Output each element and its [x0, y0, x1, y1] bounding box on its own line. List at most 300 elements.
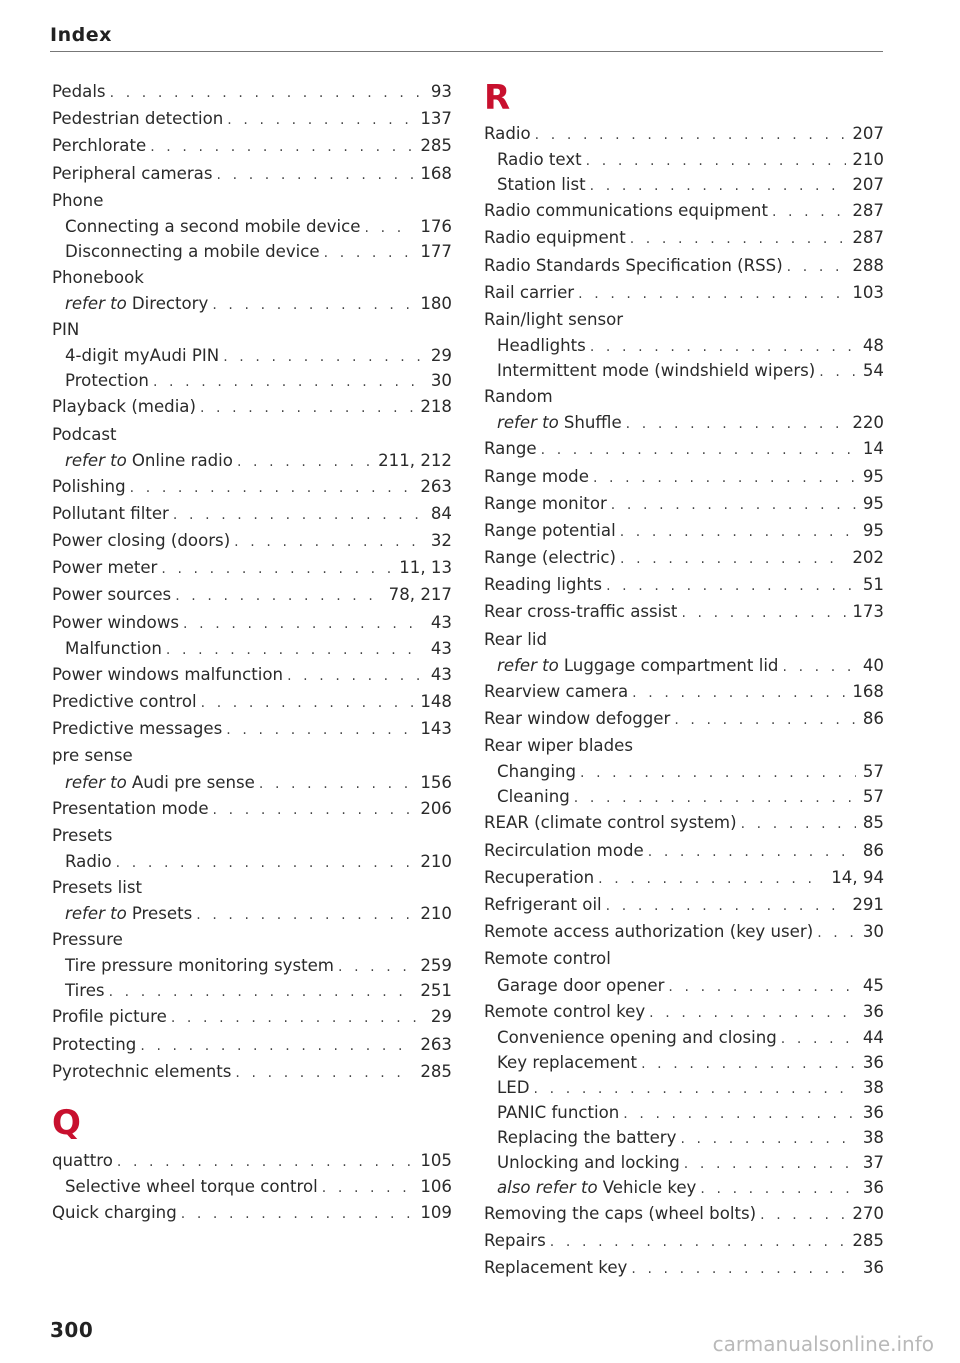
index-entry [484, 1200, 884, 1227]
page-reference: 14, 94 [831, 867, 884, 887]
section-letter: R [484, 78, 511, 118]
page-reference: 287 [852, 201, 884, 221]
page-reference: 37 [862, 1152, 884, 1172]
page-reference: 210 [420, 904, 452, 924]
index-subentry [484, 1175, 884, 1200]
index-entry [52, 316, 452, 343]
page-reference: 57 [862, 762, 884, 782]
entry-term [484, 224, 626, 251]
dot-leader [626, 412, 847, 437]
entry-term [484, 517, 616, 544]
index-entry [484, 864, 884, 891]
entry-text: Replacement key [484, 1258, 628, 1278]
dot-leader [153, 370, 424, 395]
entry-text: PIN [52, 320, 80, 340]
page-reference: 48 [862, 336, 884, 356]
entry-term [52, 1199, 177, 1226]
page-reference: 143 [420, 719, 452, 739]
dot-leader [760, 1202, 846, 1229]
index-entry [484, 1254, 884, 1281]
dot-leader [181, 1201, 415, 1228]
cross-reference-label: refer to [497, 413, 559, 433]
entry-term [52, 715, 222, 742]
entry-text: Rear lid [484, 629, 548, 649]
entry-term [484, 463, 589, 490]
dot-leader [259, 772, 414, 797]
entry-text: Remote control key [484, 1001, 646, 1021]
page-reference: 29 [430, 346, 452, 366]
index-subentry [484, 1150, 884, 1175]
entry-text: Remote access authorization (key user) [484, 922, 814, 942]
page-reference: 84 [430, 503, 452, 523]
entry-text: Headlights [497, 336, 586, 356]
dot-leader [201, 690, 415, 717]
entry-text: Protection [65, 371, 149, 391]
dot-leader [684, 1152, 856, 1177]
entry-term [52, 554, 157, 581]
page-reference: 36 [862, 1102, 884, 1122]
entry-term [52, 1031, 136, 1058]
entry-term [52, 473, 126, 500]
page-reference: 11, 13 [399, 558, 452, 578]
page-reference: 44 [862, 1027, 884, 1047]
entry-text: Pyrotechnic elements [52, 1061, 232, 1081]
index-entry [484, 544, 884, 571]
dot-leader [611, 492, 856, 519]
dot-leader [166, 638, 424, 663]
index-entry [52, 187, 452, 214]
dot-leader [631, 1256, 856, 1283]
page-reference: 211, 212 [378, 450, 452, 470]
entry-text: Tire pressure monitoring system [65, 956, 334, 976]
index-column-left [52, 78, 452, 1226]
dot-leader [161, 556, 393, 583]
entry-term [52, 187, 103, 214]
index-entry [484, 517, 884, 544]
index-entry [52, 264, 452, 291]
cross-reference-label: refer to [65, 904, 127, 924]
index-subentry [484, 1075, 884, 1100]
page-reference: 218 [420, 397, 452, 417]
entry-term [497, 358, 815, 383]
dot-leader [574, 786, 856, 811]
entry-term [497, 1025, 777, 1050]
dot-leader [668, 975, 856, 1000]
entry-text: Rear window defogger [484, 709, 671, 728]
entry-term [484, 544, 616, 571]
entry-term [52, 795, 209, 822]
entry-text: Pressure [52, 930, 123, 950]
index-subentry [484, 333, 884, 358]
entry-text: Malfunction [65, 638, 162, 658]
dot-leader [171, 1005, 424, 1032]
entry-text: Rear cross-traffic assist [484, 602, 678, 622]
page-reference: 93 [430, 82, 452, 101]
entry-text: Profile picture [52, 1007, 167, 1027]
page-reference: 105 [420, 1150, 452, 1170]
page-reference: 210 [852, 150, 884, 170]
page-reference: 285 [420, 136, 452, 156]
page-reference: 291 [852, 894, 884, 914]
page-reference: 220 [852, 413, 884, 433]
entry-text: Perchlorate [52, 136, 147, 156]
entry-term [52, 926, 123, 953]
dot-leader [217, 162, 415, 189]
entry-text: Predictive messages [52, 719, 223, 739]
dot-leader [649, 1000, 856, 1027]
entry-term [52, 822, 112, 849]
entry-text: Presentation mode [52, 798, 209, 818]
page-reference: 40 [862, 655, 884, 675]
entry-term [65, 214, 361, 239]
dot-leader [580, 761, 856, 786]
index-subentry [484, 973, 884, 998]
page-reference: 36 [862, 1258, 884, 1278]
dot-leader [598, 866, 825, 893]
index-subentry [484, 1125, 884, 1150]
page-reference: 202 [852, 548, 884, 568]
index-entry [52, 874, 452, 901]
page-reference: 32 [430, 531, 452, 551]
index-subentry [52, 343, 452, 368]
index-entry [52, 1199, 452, 1226]
entry-text: Selective wheel torque control [65, 1177, 318, 1197]
index-subentry [484, 410, 884, 435]
index-subentry [484, 172, 884, 197]
entry-text: Disconnecting a mobile device [65, 241, 320, 261]
entry-text: Radio [484, 124, 531, 143]
entry-term [52, 160, 213, 187]
cross-reference-label: also refer to [497, 1177, 598, 1197]
entry-term [497, 1125, 676, 1150]
entry-text: Radio Standards Specification (RSS) [484, 255, 783, 275]
entry-text: Range [484, 439, 537, 459]
entry-text: Rear wiper blades [484, 736, 633, 756]
dot-leader [606, 893, 847, 920]
index-entry [484, 626, 884, 653]
entry-term [52, 874, 142, 901]
dot-leader [117, 1149, 414, 1176]
entry-text: Rain/light sensor [484, 309, 624, 329]
entry-text: Vehicle key [602, 1177, 697, 1197]
entry-term [484, 1254, 627, 1281]
index-subentry [484, 1050, 884, 1075]
entry-text: Reading lights [484, 575, 603, 595]
page-reference: 54 [862, 361, 884, 381]
entry-text: Random [484, 387, 553, 407]
entry-text: Replacing the battery [497, 1127, 677, 1147]
entry-term [52, 581, 171, 608]
page-reference: 43 [430, 638, 452, 658]
entry-term [65, 291, 208, 316]
entry-term [52, 316, 79, 343]
entry-text: Pollutant filter [52, 503, 169, 523]
page-reference: 173 [852, 602, 884, 622]
index-subentry [484, 358, 884, 383]
dot-leader [782, 655, 856, 680]
entry-term [484, 383, 553, 410]
index-subentry [52, 978, 452, 1003]
entry-term [484, 945, 611, 972]
dot-leader [772, 199, 846, 226]
page-reference: 137 [420, 109, 452, 129]
dot-leader [235, 1060, 414, 1087]
page-reference: 288 [852, 255, 884, 275]
entry-text: Garage door opener [497, 975, 665, 995]
page-reference: 95 [862, 466, 884, 486]
dot-leader [550, 1229, 847, 1256]
index-entry [52, 1147, 452, 1174]
entry-term [497, 759, 576, 784]
dot-leader [586, 149, 847, 174]
entry-text: Presets list [52, 877, 143, 897]
dot-leader [116, 851, 415, 876]
page-reference: 38 [862, 1077, 884, 1097]
dot-leader [226, 717, 414, 744]
dot-leader [674, 707, 856, 734]
page-reference: 14 [862, 439, 884, 459]
entry-text: Tires [65, 981, 105, 1001]
index-entry [484, 252, 884, 279]
page-reference: 36 [862, 1177, 884, 1197]
entry-text: Removing the caps (wheel bolts) [484, 1203, 757, 1223]
entry-text: Connecting a second mobile device [65, 216, 361, 236]
entry-term [484, 864, 594, 891]
entry-term [484, 120, 531, 147]
dot-leader [606, 573, 856, 600]
entry-text: Remote control [484, 949, 611, 969]
page-reference: 263 [420, 476, 452, 496]
index-entry [52, 609, 452, 636]
page-reference: 206 [420, 798, 452, 818]
entry-term [497, 410, 622, 435]
entry-text: Refrigerant oil [484, 894, 602, 914]
entry-text: Quick charging [52, 1203, 177, 1223]
entry-text: Polishing [52, 476, 126, 496]
entry-text: Key replacement [497, 1052, 638, 1072]
index-entry [52, 1031, 452, 1058]
entry-text: Podcast [52, 424, 117, 444]
index-subentry [484, 1025, 884, 1050]
index-subentry [52, 214, 452, 239]
entry-term [484, 732, 633, 759]
entry-term [65, 636, 162, 661]
entry-term [497, 784, 570, 809]
index-entry [52, 105, 452, 132]
index-entry [484, 678, 884, 705]
dot-leader [130, 475, 415, 502]
entry-term [497, 653, 778, 678]
entry-text: Online radio [131, 450, 233, 470]
index-subentry [52, 1174, 452, 1199]
index-entry [52, 742, 452, 769]
entry-text: Phonebook [52, 267, 144, 287]
dot-leader [630, 226, 847, 253]
page-reference: 177 [420, 241, 452, 261]
entry-term [497, 1050, 637, 1075]
index-entry [484, 732, 884, 759]
index-entry [484, 571, 884, 598]
page-reference: 51 [862, 575, 884, 595]
entry-text: PANIC function [497, 1102, 620, 1122]
section-letter: Q [52, 1102, 81, 1143]
index-subentry [484, 147, 884, 172]
page-reference: 30 [862, 922, 884, 942]
entry-term [52, 78, 106, 105]
entry-term [497, 1150, 680, 1175]
dot-leader [535, 122, 847, 149]
page-reference: 270 [852, 1203, 884, 1223]
entry-text: Power windows malfunction [52, 664, 284, 684]
entry-text: Repairs [484, 1230, 546, 1250]
entry-text: Range mode [484, 466, 589, 486]
index-subentry [52, 849, 452, 874]
index-entry [52, 1058, 452, 1085]
entry-text: Range potential [484, 520, 616, 540]
dot-leader [200, 395, 414, 422]
entry-text: Power meter [52, 558, 158, 578]
dot-leader [140, 1033, 414, 1060]
entry-term [52, 132, 146, 159]
index-entry [52, 527, 452, 554]
page-reference: 168 [852, 681, 884, 701]
entry-term [484, 252, 783, 279]
entry-term [484, 435, 537, 462]
entry-text: 4-digit myAudi PIN [65, 346, 220, 366]
dot-leader [212, 293, 414, 318]
index-entry [484, 1227, 884, 1254]
entry-term [65, 343, 219, 368]
dot-leader [632, 680, 846, 707]
entry-term [52, 421, 117, 448]
entry-term [65, 901, 192, 926]
page-reference: 43 [430, 612, 452, 632]
page-reference: 85 [862, 813, 884, 833]
entry-text: Radio equipment [484, 228, 626, 248]
page-reference: 180 [420, 294, 452, 314]
index-entry [484, 463, 884, 490]
page-reference: 285 [420, 1061, 452, 1081]
page-reference: 251 [420, 981, 452, 1001]
entry-text: Changing [497, 762, 576, 782]
cross-reference-label: refer to [497, 655, 559, 675]
entry-term [52, 1147, 113, 1174]
entry-text: Range (electric) [484, 548, 617, 568]
page-reference: 43 [430, 664, 452, 684]
entry-text: Playback (media) [52, 397, 196, 417]
index-entry [52, 421, 452, 448]
dot-leader [681, 600, 846, 627]
dot-leader [819, 360, 856, 385]
entry-term [484, 306, 623, 333]
entry-term [484, 837, 644, 864]
entry-term [65, 368, 149, 393]
entry-text: Audi pre sense [131, 772, 255, 792]
entry-term [52, 661, 283, 688]
entry-text: Convenience opening and closing [497, 1027, 777, 1047]
dot-leader [234, 529, 424, 556]
index-subentry [52, 448, 452, 473]
index-entry [52, 822, 452, 849]
entry-text: Station list [497, 175, 586, 195]
dot-leader [541, 437, 856, 464]
dot-leader [781, 1027, 856, 1052]
dot-leader [817, 920, 856, 947]
index-entry [484, 891, 884, 918]
page-reference: 168 [420, 163, 452, 183]
entry-text: Luggage compartment lid [563, 655, 779, 675]
index-entry [484, 598, 884, 625]
entry-term [484, 1200, 756, 1227]
index-entry [52, 926, 452, 953]
index-subentry [52, 291, 452, 316]
dot-leader [175, 583, 382, 610]
page-reference: 156 [420, 772, 452, 792]
page-reference: 207 [852, 124, 884, 143]
entry-text: Power sources [52, 585, 172, 605]
index-entry [52, 1003, 452, 1030]
index-entry [484, 120, 884, 147]
entry-text: pre sense [52, 746, 133, 766]
dot-leader [648, 839, 856, 866]
page-reference: 148 [420, 692, 452, 711]
page-reference: 210 [420, 851, 452, 871]
entry-text: Cleaning [497, 787, 570, 807]
page-reference: 287 [852, 228, 884, 248]
entry-term [484, 490, 607, 517]
entry-text: Presets [131, 904, 193, 924]
dot-leader [183, 611, 424, 638]
entry-text: Power closing (doors) [52, 531, 231, 551]
entry-text: Peripheral cameras [52, 163, 213, 183]
page-reference: 36 [862, 1052, 884, 1072]
dot-leader [623, 1102, 856, 1127]
entry-text: Power windows [52, 612, 180, 632]
entry-term [497, 973, 664, 998]
dot-leader [213, 797, 415, 824]
entry-text: Unlocking and locking [497, 1152, 680, 1172]
dot-leader [227, 107, 414, 134]
index-entry [52, 661, 452, 688]
index-entry [484, 837, 884, 864]
page-header-title: Index [50, 24, 112, 46]
index-entry [484, 306, 884, 333]
index-subentry [52, 239, 452, 264]
dot-leader [590, 174, 847, 199]
entry-term [497, 333, 586, 358]
index-entry [52, 795, 452, 822]
index-subentry [484, 1100, 884, 1125]
entry-term [52, 527, 230, 554]
index-subentry [52, 770, 452, 795]
entry-term [497, 1075, 530, 1100]
entry-text: Directory [131, 294, 209, 314]
cross-reference-label: refer to [65, 450, 127, 470]
entry-term [484, 279, 574, 306]
entry-term [484, 891, 602, 918]
entry-text: quattro [52, 1150, 113, 1170]
watermark: carmanualsonline.info [712, 1332, 934, 1356]
entry-term [484, 705, 670, 732]
entry-text: Recuperation [484, 867, 595, 887]
dot-leader [109, 980, 415, 1005]
entry-text: Rearview camera [484, 681, 629, 701]
dot-leader [322, 1176, 415, 1201]
cross-reference-label: refer to [65, 294, 127, 314]
entry-term [65, 849, 112, 874]
dot-leader [150, 134, 414, 161]
dot-leader [324, 241, 415, 266]
